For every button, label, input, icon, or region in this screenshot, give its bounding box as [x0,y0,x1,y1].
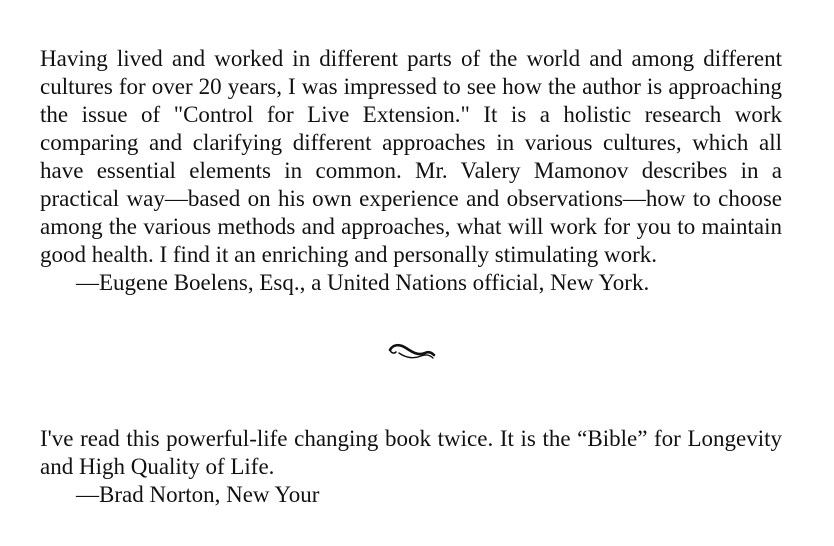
testimonials-page [40,45,782,509]
testimonial-quote: I've read this powerful-life changing book twice. It is the “Bible” for Longevity and High Quality of Life. [40,426,782,479]
section-separator [40,297,782,425]
testimonial-attribution: —Eugene Boelens, Esq., a United Nations official, New York. [76,270,650,295]
testimonial-quote: Having lived and worked in different parts of the world and among different cultures for over 20 years, I was impressed to see how the author is approaching the issue of "Control for Live Extension." It is a holistic research work comparing and clarifying different approaches in various cultures, which all have essential elements in common. Mr. Valery Mamonov describes in a practical way—based on his own experience and observations—how to choose among the various methods and approaches, what will work for you to maintain good health. I find it an enriching and personally stimulating work. [40,46,782,267]
testimonial-2 [40,425,782,509]
testimonial-attribution: —Brad Norton, New Your [76,482,320,507]
swash-ornament-icon [387,341,437,363]
testimonial-1 [40,45,782,297]
